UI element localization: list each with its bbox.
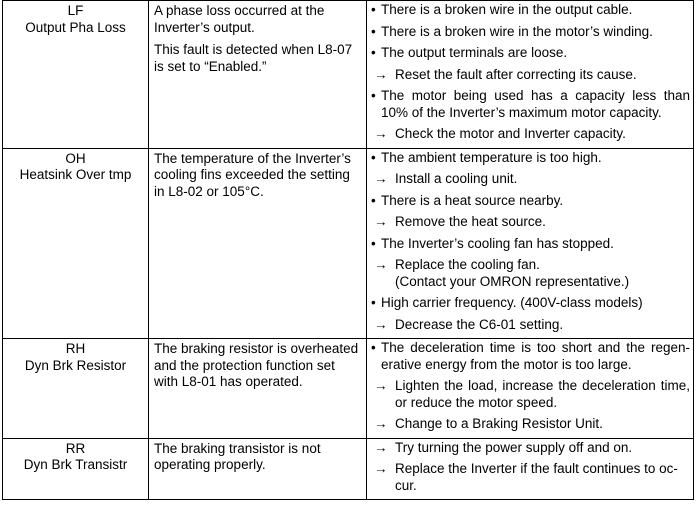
causes-remedies-cell: [367, 438, 694, 500]
arrow-right-icon: →: [374, 171, 388, 186]
item-text: Reset the fault after correcting its cause.: [395, 66, 637, 82]
remedy-item: [371, 171, 690, 188]
item-text: Replace the cooling fan.: [395, 257, 540, 272]
fault-code-cell: [3, 1, 149, 149]
cause-item: [371, 45, 690, 62]
table-row: [3, 1, 694, 149]
arrow-right-icon: →: [374, 257, 388, 272]
fault-meaning-cell: [149, 438, 367, 500]
cause-text: [381, 88, 690, 121]
fault-display-name: Heatsink Over tmp: [19, 167, 132, 182]
arrow-right-icon: →: [374, 214, 388, 229]
cause-item: [371, 295, 690, 312]
remedy-text: [395, 416, 690, 433]
cause-text: [381, 295, 690, 312]
fault-display-name: Dyn Brk Transistr: [23, 457, 128, 472]
fault-display-name: Output Pha Loss: [25, 19, 126, 35]
meaning-text: A phase loss occurred at the Inverter’s output.: [154, 3, 325, 35]
remedy-text: [395, 257, 690, 290]
remedy-item: [371, 378, 690, 411]
arrow-right-icon: →: [374, 378, 388, 393]
remedy-item: [371, 461, 690, 494]
table-row: [3, 148, 694, 339]
bullet-icon: •: [371, 45, 376, 60]
item-text: Lighten the load, increase the deceleration time, or reduce the motor speed.: [395, 378, 690, 410]
arrow-right-icon: →: [374, 416, 388, 431]
remedy-subtext: (Contact your OMRON representative.): [395, 273, 630, 289]
fault-code: LF: [67, 3, 84, 18]
causes-remedies-cell: [367, 148, 694, 339]
remedy-item: [371, 257, 690, 290]
cause-text: [381, 236, 690, 253]
bullet-icon: •: [371, 2, 376, 17]
remedy-text: [395, 461, 690, 494]
bullet-icon: •: [371, 149, 376, 165]
fault-code: OH: [65, 150, 86, 166]
item-text: Decrease the C6-01 setting.: [395, 316, 564, 332]
cause-item: [371, 193, 690, 210]
item-text: The output terminals are loose.: [381, 45, 568, 60]
item-text: Replace the Inverter if the fault continues to oc-cur.: [395, 461, 678, 493]
cause-text: [381, 193, 690, 210]
remedy-text: [395, 317, 690, 334]
cause-item: [371, 2, 690, 19]
fault-code: RR: [65, 440, 86, 456]
meaning-text: This fault is detected when L8-07 is set to “Enabled.”: [154, 42, 353, 74]
remedy-text: [395, 126, 690, 143]
remedy-item: [371, 214, 690, 231]
item-text: High carrier frequency. (400V-class models): [381, 295, 643, 310]
cause-item: [371, 236, 690, 253]
fault-code-cell: [3, 339, 149, 439]
fault-code: RH: [65, 341, 86, 356]
cause-item: [371, 24, 690, 41]
item-text: The Inverter’s cooling fan has stopped.: [381, 235, 614, 251]
fault-table: [2, 0, 694, 500]
table-row: [3, 339, 694, 439]
table-row: [3, 438, 694, 500]
item-text: The motor being used has a capacity less than 10% of the Inverter’s maximum motor capacity.: [381, 88, 690, 120]
causes-remedies-cell: [367, 1, 694, 149]
item-text: Change to a Braking Resistor Unit.: [395, 416, 603, 431]
fault-table-body: [3, 1, 694, 500]
cause-text: [381, 24, 690, 41]
arrow-right-icon: →: [374, 66, 388, 82]
bullet-icon: •: [371, 295, 376, 310]
remedy-text: [395, 171, 690, 188]
item-text: Install a cooling unit.: [395, 171, 518, 186]
remedy-text: [395, 67, 690, 84]
item-text: There is a broken wire in the motor’s winding.: [381, 23, 653, 39]
meaning-text: The braking resistor is overheated and the protection function set with L8-01 has operated.: [154, 341, 359, 389]
fault-display-name: Dyn Brk Resistor: [24, 357, 127, 373]
arrow-right-icon: →: [374, 316, 388, 332]
fault-meaning-cell: [149, 148, 367, 339]
remedy-item: [371, 416, 690, 433]
item-text: Remove the heat source.: [395, 214, 546, 229]
remedy-item: [371, 126, 690, 143]
bullet-icon: •: [371, 340, 376, 355]
arrow-right-icon: →: [374, 461, 388, 476]
item-text: Check the motor and Inverter capacity.: [395, 126, 626, 141]
cause-text: [381, 45, 690, 62]
item-text: There is a heat source nearby.: [381, 192, 564, 208]
cause-text: [381, 340, 690, 373]
cause-text: [381, 150, 690, 167]
item-text: There is a broken wire in the output cable.: [381, 2, 633, 17]
item-text: The deceleration time is too short and the regen-erative energy from the motor is too large.: [381, 340, 690, 372]
bullet-icon: •: [371, 235, 376, 251]
arrow-right-icon: →: [374, 126, 388, 141]
cause-text: [381, 2, 690, 19]
bullet-icon: •: [371, 192, 376, 208]
bullet-icon: •: [371, 23, 376, 39]
remedy-text: [395, 214, 690, 231]
remedy-text: [395, 440, 690, 457]
item-text: The ambient temperature is too high.: [381, 149, 602, 165]
remedy-item: [371, 317, 690, 334]
causes-remedies-cell: [367, 339, 694, 439]
item-text: Try turning the power supply off and on.: [395, 439, 633, 455]
remedy-item: [371, 440, 690, 457]
remedy-text: [395, 378, 690, 411]
fault-meaning-cell: [149, 1, 367, 149]
cause-item: [371, 150, 690, 167]
cause-item: [371, 340, 690, 373]
cause-item: [371, 88, 690, 121]
fault-code-cell: [3, 148, 149, 339]
meaning-text: The braking transistor is not operating properly.: [154, 440, 321, 472]
bullet-icon: •: [371, 88, 376, 103]
meaning-text: The temperature of the Inverter’s cooling fins exceeded the setting in L8-02 or 105°C.: [154, 150, 351, 199]
arrow-right-icon: →: [374, 439, 388, 455]
remedy-item: [371, 67, 690, 84]
fault-meaning-cell: [149, 339, 367, 439]
fault-code-cell: [3, 438, 149, 500]
